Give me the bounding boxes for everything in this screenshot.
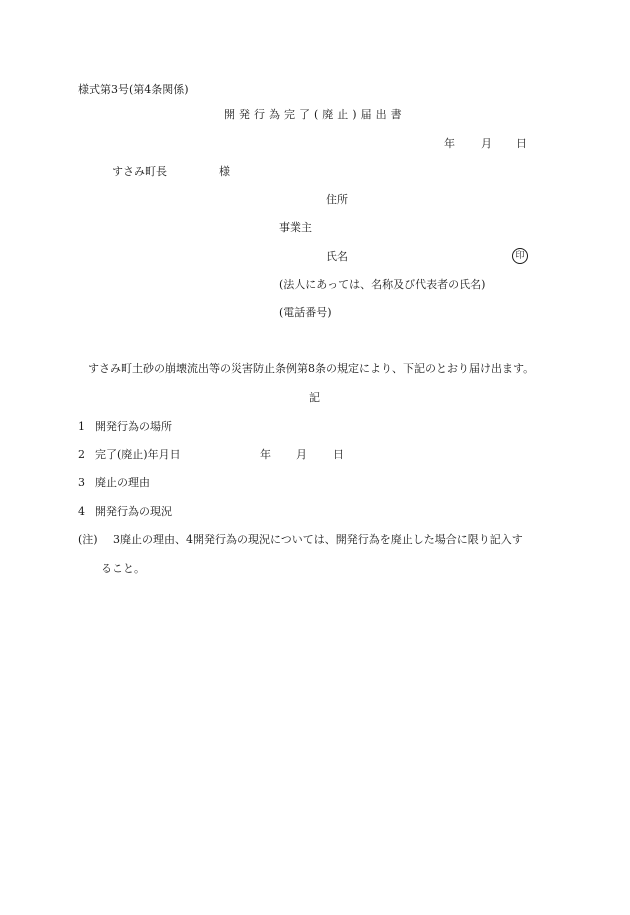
phone-label: (電話番号) xyxy=(279,306,332,319)
ki-heading: 記 xyxy=(309,391,320,404)
date-year: 年 xyxy=(444,137,455,150)
body-text: すさみ町土砂の崩壊流出等の災害防止条例第8条の規定により、下記のとおり届け出ます。 xyxy=(88,362,535,375)
note-line-1: 3廃止の理由、4開発行為の現況については、開発行為を廃止した場合に限り記入す xyxy=(113,533,523,546)
addressee-name: すさみ町長 xyxy=(112,165,167,178)
item-2-year: 年 xyxy=(260,448,271,461)
note-line-2: ること。 xyxy=(101,562,145,575)
item-4-number: 4 xyxy=(78,505,85,518)
item-2-number: 2 xyxy=(78,448,85,461)
corporate-note: (法人にあっては、名称及び代表者の氏名) xyxy=(279,278,486,291)
item-1-number: 1 xyxy=(78,420,85,433)
date-month: 月 xyxy=(481,137,492,150)
item-4-label: 開発行為の現況 xyxy=(95,505,172,518)
item-2-day: 日 xyxy=(333,448,344,461)
applicant-role-label: 事業主 xyxy=(279,221,312,234)
address-label: 住所 xyxy=(326,193,348,206)
item-3-number: 3 xyxy=(78,476,85,489)
addressee-honorific: 様 xyxy=(219,165,230,178)
item-1-label: 開発行為の場所 xyxy=(95,420,172,433)
document-title: 開発行為完了(廃止)届出書 xyxy=(224,108,406,121)
note-label: (注) xyxy=(78,533,98,546)
item-3-label: 廃止の理由 xyxy=(95,476,150,489)
seal-mark: 印 xyxy=(512,248,528,264)
form-number: 様式第3号(第4条関係) xyxy=(78,83,189,96)
item-2-month: 月 xyxy=(296,448,307,461)
name-label: 氏名 xyxy=(326,250,348,263)
item-2-label: 完了(廃止)年月日 xyxy=(95,448,181,461)
date-day: 日 xyxy=(516,137,527,150)
